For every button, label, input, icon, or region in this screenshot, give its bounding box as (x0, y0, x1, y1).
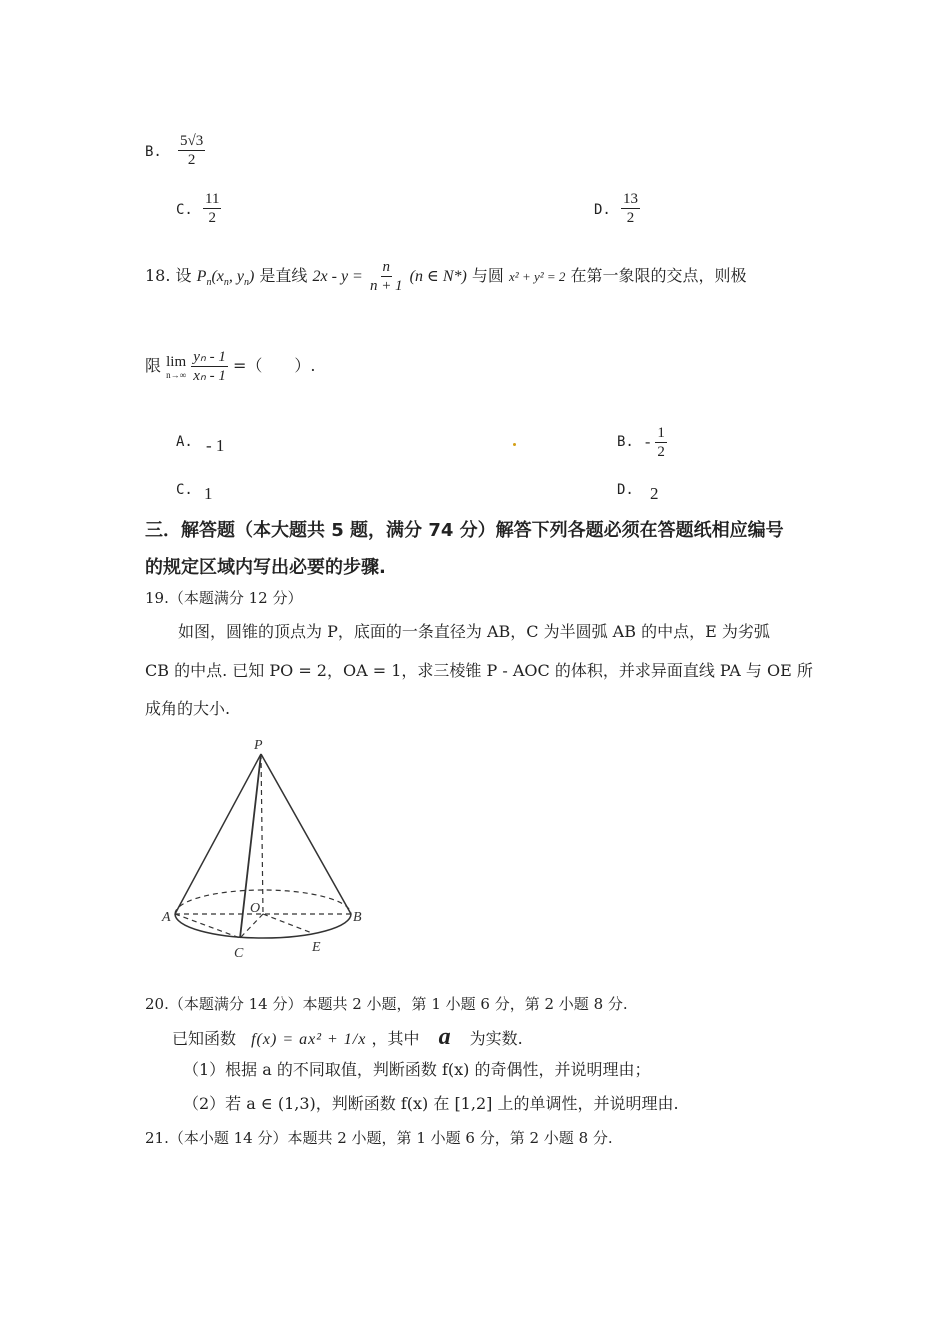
q18-option-b-label: B. (617, 434, 634, 450)
label-B: B (353, 910, 362, 925)
q18-line-condition: (n ∈ N*) (409, 268, 467, 285)
q18-text-a: 设 (175, 266, 192, 285)
q18-option-b-value (645, 424, 667, 461)
q17-option-c-value (203, 190, 221, 227)
q21-header: 21.（本小题 14 分）本题共 2 小题，第 1 小题 6 分，第 2 小题 8 分. (145, 1129, 613, 1147)
q18-pn: P (196, 268, 207, 285)
q17-d-numerator: 13 (623, 191, 638, 207)
q19-line1: 如图，圆锥的顶点为 P，底面的一条直径为 AB，C 为半圆弧 AB 的中点，E 为劣弧 (178, 622, 770, 641)
label-C: C (234, 946, 244, 961)
q19-header: 19.（本题满分 12 分） (145, 589, 303, 607)
q17-b-denominator: 2 (187, 152, 196, 168)
q18-pn-args-end: ) (248, 268, 255, 285)
q17-c-numerator: 11 (205, 191, 220, 207)
q18-circle-equation: x² + y² = 2 (509, 269, 566, 284)
q17-option-d-label: D. (594, 202, 611, 218)
q18-text-c: 与圆 (471, 266, 504, 285)
segment-OC (240, 914, 263, 938)
label-P: P (254, 738, 263, 753)
q20-part2: （2）若 a ∈ (1,3)，判断函数 f(x) 在 [1,2] 上的单调性，并说明理由. (183, 1094, 679, 1113)
q18-option-d-value: 2 (650, 484, 659, 503)
q18-option-d-label: D. (617, 482, 634, 498)
q18-b-denominator: 2 (657, 444, 665, 460)
q18-pn-args: (x (211, 268, 224, 285)
q20-given-b: ，其中 (371, 1029, 420, 1048)
label-E: E (312, 940, 321, 955)
q19-line2: CB 的中点. 已知 PO = 2，OA = 1，求三棱锥 P - AOC 的体积，并求异面直线 PA 与 OE 所 (145, 661, 813, 680)
segment-AC (175, 914, 240, 938)
q17-option-b-value (178, 132, 205, 169)
q18-text-b: 是直线 (259, 266, 308, 285)
q17-option-b-label: B. (145, 144, 162, 160)
segment-OE (263, 914, 312, 933)
q17-option-c-label: C. (176, 202, 193, 218)
q20-header: 20.（本题满分 14 分）本题共 2 小题，第 1 小题 6 分，第 2 小题 8 分. (145, 995, 628, 1013)
label-O: O (250, 901, 261, 916)
q18-lim-numerator: yₙ - 1 (193, 349, 226, 365)
q20-given-c: 为实数. (469, 1029, 523, 1048)
q19-line3: 成角的大小. (145, 699, 231, 718)
q18-b-numerator: 1 (657, 425, 665, 441)
q20-given-a: 已知函数 (172, 1029, 237, 1048)
q20-function-expression: f(x) = ax² + 1/x (251, 1031, 367, 1048)
q18-stem-line2 (145, 348, 315, 385)
q18-equals: =（ ）. (232, 356, 316, 375)
edge-PB (261, 754, 351, 914)
q17-option-d-value (621, 190, 640, 227)
q18-option-a-label: A. (176, 434, 193, 450)
q18-line-equation: 2x - y = (312, 268, 363, 285)
q18-lim-denominator: xₙ - 1 (193, 368, 226, 384)
q18-number: 18. (145, 266, 171, 285)
section3-heading-line2: 的规定区域内写出必要的步骤. (145, 557, 386, 578)
q18-option-a-value: - 1 (206, 436, 225, 455)
q18-pn-args-sub1: n (223, 277, 229, 289)
q18-pn-args-mid: , y (228, 268, 244, 285)
q18-text-d: 在第一象限的交点，则极 (570, 266, 747, 285)
q18-b-sign: - (645, 433, 651, 451)
cone-figure (150, 732, 380, 968)
base-front-arc (175, 914, 351, 938)
q20-part1: （1）根据 a 的不同取值，判断函数 f(x) 的奇偶性，并说明理由； (183, 1060, 651, 1079)
label-A: A (162, 910, 171, 925)
q17-b-numerator: 5√3 (180, 133, 204, 149)
q18-pn-sub: n (206, 277, 212, 289)
section3-heading-line1: 三．解答题（本大题共 5 题，满分 74 分）解答下列各题必须在答题纸相应编号 (145, 520, 784, 541)
q18-option-c-value: 1 (204, 484, 213, 503)
stray-dot (513, 443, 516, 446)
edge-PA (175, 754, 261, 914)
q18-lim-sub: n→∞ (166, 369, 187, 380)
q18-text-e: 限 (145, 356, 162, 375)
q20-given (172, 1024, 523, 1050)
q17-c-denominator: 2 (208, 210, 216, 226)
q20-variable-a: a (438, 1024, 451, 1050)
q18-line-denominator: n + 1 (369, 278, 403, 294)
q17-d-denominator: 2 (626, 210, 635, 226)
q18-lim: lim (166, 353, 187, 370)
q18-stem-line1 (145, 258, 747, 295)
q18-option-c-label: C. (176, 482, 193, 498)
q18-pn-args-sub2: n (243, 277, 249, 289)
q18-line-numerator: n (382, 259, 390, 275)
